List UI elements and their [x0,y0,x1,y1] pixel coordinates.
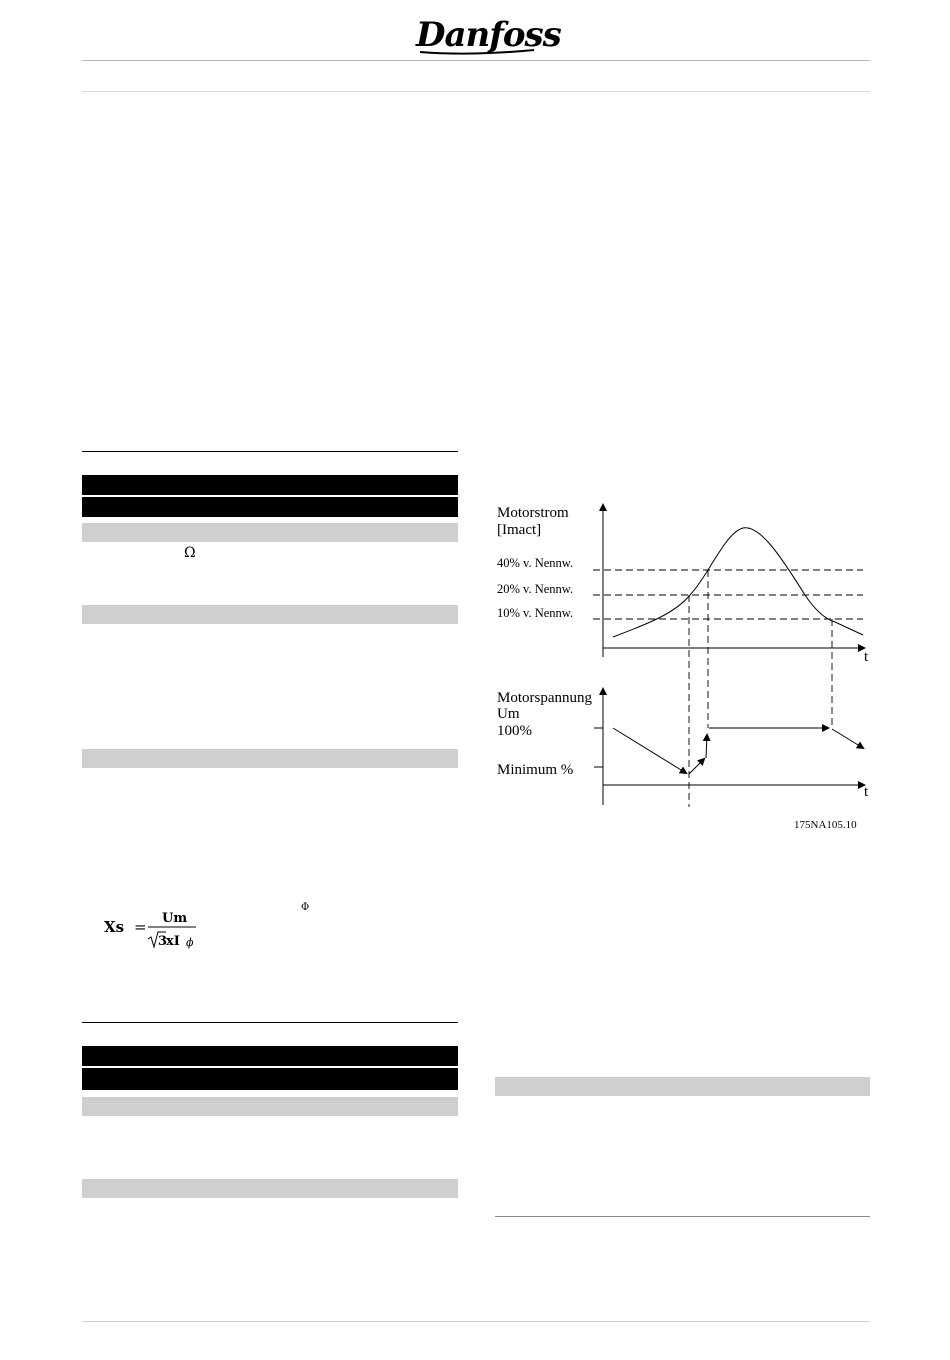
formula-numerator: Um [162,911,188,926]
right-divider [495,1216,870,1217]
logo-graphic [412,12,561,58]
section-title-bar-1 [82,475,458,495]
formula-denominator: xI [166,934,180,949]
logo-wordmark: Danfoss [416,15,561,55]
subsection-bar-2 [82,605,458,624]
section-title-bar-2 [82,1046,458,1066]
subsection-bar-1 [82,523,458,542]
threshold-label-40: 40% v. Nennw. [497,556,574,570]
reactance-formula [104,906,204,954]
bottom-ylabel-line1: Motorspannung [497,690,592,706]
threshold-label-10: 10% v. Nennw. [497,606,574,620]
footer-rule [82,1321,870,1322]
current-curve [613,528,863,637]
formula-equals: = [134,918,147,936]
figure-code: 175NA105.10 [794,819,857,831]
section-divider-1 [82,451,458,452]
voltage-ramp-down [613,728,686,773]
right-subsection-bar [495,1077,870,1096]
top-ylabel-line1: Motorstrom [497,505,569,521]
subsection-bar-4 [82,1097,458,1116]
formula-lhs: Xs [104,918,125,936]
voltage-ramp-down-2 [832,729,863,748]
bottom-tick-100: 100% [497,723,532,739]
top-ylabel-line2: [Imact] [497,522,542,538]
subsection-bar-3 [82,749,458,768]
formula-sqrt-term: 3 [158,934,168,949]
bottom-xlabel: t [864,784,869,800]
voltage-rise-2 [706,735,707,758]
danfoss-logo [412,12,561,58]
ohm-symbol: Ω [184,545,196,561]
section-subtitle-bar-1 [82,497,458,517]
phi-symbol: Φ [301,902,310,913]
header-rule-1 [82,60,870,61]
motor-current-voltage-chart [490,495,880,840]
bottom-tick-minimum: Minimum % [497,762,574,778]
bottom-ylabel-line2: Um [497,706,520,722]
subsection-bar-5 [82,1179,458,1198]
header-rule-2 [82,91,870,92]
section-divider-2 [82,1022,458,1023]
top-xlabel: t [864,649,869,665]
formula-subscript: ϕ [186,936,194,949]
threshold-label-20: 20% v. Nennw. [497,582,574,596]
section-subtitle-bar-2 [82,1068,458,1090]
voltage-rise-1 [689,759,704,774]
